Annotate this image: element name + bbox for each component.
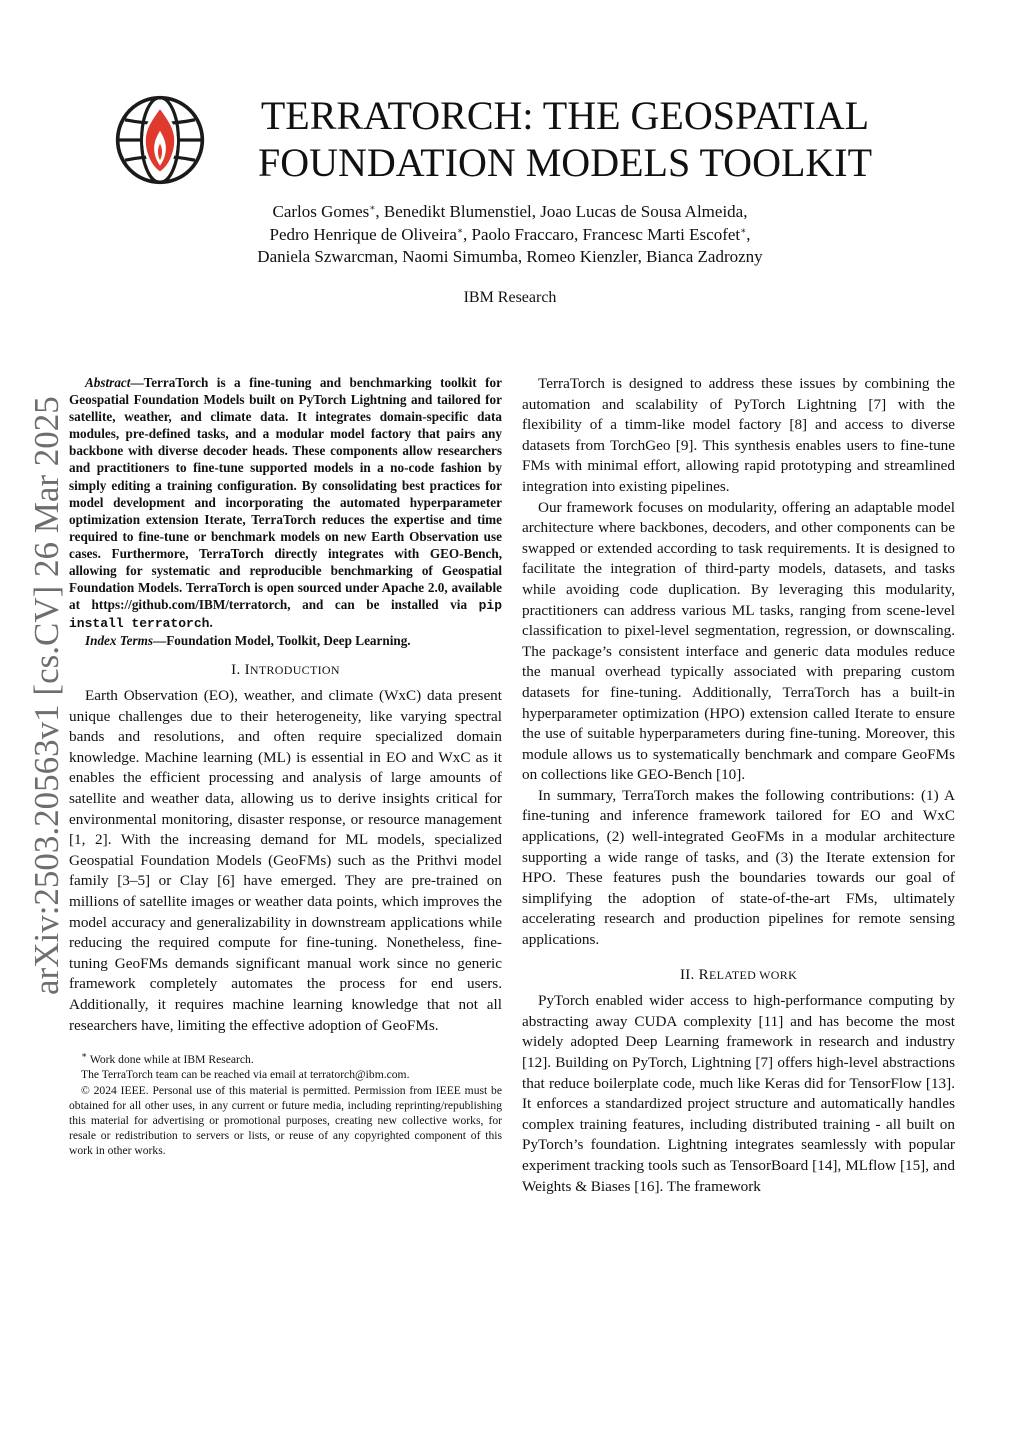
author-line-3: Daniela Szwarcman, Naomi Simumba, Romeo Kienzler, Bianca Zadrozny <box>257 247 763 266</box>
related-work-paragraph: PyTorch enabled wider access to high-performance computing by abstracting away CUDA complexity [11] and has become the most widely adopted Deep Learning framework in research and industry [12]. Building on PyTorch, Lightning [7] offers high-level abstractions that reduce boilerplate code, much like Keras did for TensorFlow [13]. It enforces a standardized project structure and automatically handles complex training features, including distributed training - all built on PyTorch’s foundation. Lightning integrates seamlessly with popular experiment tracking tools such as TensorBoard [14], MLflow [15], and Weights & Biases [16]. The framework <box>522 992 955 1195</box>
footnote-2: The TerraTorch team can be reached via email at terratorch@ibm.com. <box>81 1068 410 1082</box>
left-column <box>69 374 502 1159</box>
section-cap: I <box>244 661 250 678</box>
affiliation: IBM Research <box>463 289 557 306</box>
author-names: , Benedikt Blumenstiel, Joao Lucas de Sousa Almeida, <box>375 202 748 221</box>
paper-title <box>225 92 905 186</box>
install-command: pip install terratorch <box>69 598 502 632</box>
copyright-notice: © 2024 IEEE. Personal use of this material is permitted. Permission from IEEE must be obtained for all other uses, in any current or future media, including reprinting/republishing this material for advertising or promotional purposes, creating new collective works, for resale or redistribution to servers or lists, or reuse of any copyrighted component of this work in other works. <box>69 1083 502 1158</box>
arxiv-stamp: arXiv:2503.20563v1 [cs.CV] 26 Mar 2025 <box>27 396 66 995</box>
abstract-dash: — <box>130 375 144 390</box>
section-heading-related-work <box>522 965 955 986</box>
footnotes <box>69 1052 502 1158</box>
section-rest: ELATED WORK <box>708 967 798 982</box>
title-line-1: TERRATORCH: THE GEOSPATIAL <box>260 93 870 138</box>
author-name: Pedro Henrique de Oliveira <box>269 224 457 244</box>
footnote-star: ∗ <box>81 1050 88 1061</box>
terratorch-logo <box>114 94 206 186</box>
abstract-text: TerraTorch is a fine-tuning and benchmarking toolkit for Geospatial Foundation Models built on PyTorch Lightning and tailored for satellite, weather, and climate data. It integrates domain-specific data modules, pre-defined tasks, and a modular model factory that pairs any backbone with diverse decoder heads. These components allow researchers and practitioners to fine-tune supported models in a no-code fashion by simply editing a training configuration. By consolidating best practices for model development and incorporating the automated hyperparameter optimization extension Iterate, TerraTorch reduces the expertise and time required to fine-tune or benchmark models on new Earth Observation use cases. Furthermore, TerraTorch directly integrates with GEO-Bench, allowing for systematic and reproducible benchmarking of Geospatial Foundation Models. TerraTorch is open sourced under Apache 2.0, available at https://github.com/IBM/terratorch, and can be installed via <box>69 375 502 613</box>
author-name: Carlos Gomes <box>272 202 370 221</box>
abstract-end: . <box>209 615 213 631</box>
body-paragraph: TerraTorch is designed to address these issues by combining the automation and scalability of PyTorch Lightning [7] with the flexibility of a timm-like model factory [8] and access to diverse datasets from TorchGeo [9]. This synthesis enables users to fine-tune FMs with minimal effort, allowing rapid prototyping and streamlined integration into existing pipelines. <box>522 375 955 495</box>
index-terms <box>69 632 502 649</box>
footnote-1 <box>69 1052 502 1067</box>
right-column <box>522 374 955 1197</box>
index-terms-text: —Foundation Model, Toolkit, Deep Learning. <box>153 633 411 649</box>
index-terms-label: Index Terms <box>85 633 154 649</box>
footnote-text: Work done while at IBM Research. <box>87 1053 254 1067</box>
section-cap: R <box>698 966 709 983</box>
body-paragraph: In summary, TerraTorch makes the following contributions: (1) A fine-tuning and inference framework tailored for EO and WxC applications, (2) well-integrated GeoFMs in a modular architecture supporting a wide range of tasks, and (3) the Iterate extension for HPO. These features push the boundaries towards our goal of simplifying the adoption of state-of-the-art FMs, ultimately accelerating research and production pipelines for remote sensing applications. <box>522 786 955 949</box>
author-list <box>200 201 820 269</box>
author-names: , Paolo Fraccaro, Francesc Marti Escofet <box>463 224 741 244</box>
author-star: ∗ <box>740 224 747 235</box>
section-rest: NTRODUCTION <box>249 662 340 677</box>
author-line-1 <box>200 201 820 224</box>
body-paragraph: Our framework focuses on modularity, offering an adaptable model architecture where backbones, decoders, and other components can be swapped or extended according to task requirements. It is designed to facilitate the integration of third-party models, datasets, and tasks while avoiding code duplication. By leveraging this modularity, practitioners can address various ML tasks, ranging from scene-level classification to pixel-level segmentation, regression, or downscaling. The package’s consistent interface and generic data modules reduce the manual overhead typically associated with preparing custom datasets for fine-tuning. Additionally, TerraTorch has a built-in hyperparameter optimization (HPO) extension called Iterate to ensure the use of suitable hyperparameters during fine-tuning. Moreover, this module allows us to systematically benchmark and compare GeoFMs on collections like GEO-Bench [10]. <box>522 498 955 784</box>
section-heading-introduction <box>69 660 502 681</box>
abstract-label: Abstract <box>85 375 131 390</box>
globe-flame-icon <box>114 94 206 186</box>
section-number: II. <box>679 966 699 983</box>
intro-paragraph: Earth Observation (EO), weather, and climate (WxC) data present unique challenges due to their heterogeneity, like varying spectral bands and resolutions, and often require specialized domain knowledge. Machine learning (ML) is essential in EO and WxC as it enables the efficient processing and analysis of large amounts of satellite and weather data, allowing us to derive insights critical for environmental monitoring, disaster response, or resource management [1, 2]. With the increasing demand for ML models, specialized Geospatial Foundation Models (GeoFMs) such as the Prithvi model family [3–5] or Clay [6] have emerged. They are pre-trained on millions of satellite images or weather data points, which improves the model accuracy and generalizability in downstream applications while reducing the required compute for fine-tuning. Nonetheless, fine-tuning GeoFMs demands significant manual work since no generic framework completely automates the process for end users. Additionally, it requires machine learning knowledge that not all researchers have, limiting the effective adoption of GeoFMs. <box>69 687 502 1034</box>
author-star: ∗ <box>456 224 464 235</box>
abstract <box>69 374 502 632</box>
section-number: I. <box>231 661 245 678</box>
author-comma: , <box>746 224 751 244</box>
author-star: ∗ <box>369 202 376 213</box>
title-line-2: FOUNDATION MODELS TOOLKIT <box>257 140 873 185</box>
author-line-2 <box>200 224 820 247</box>
